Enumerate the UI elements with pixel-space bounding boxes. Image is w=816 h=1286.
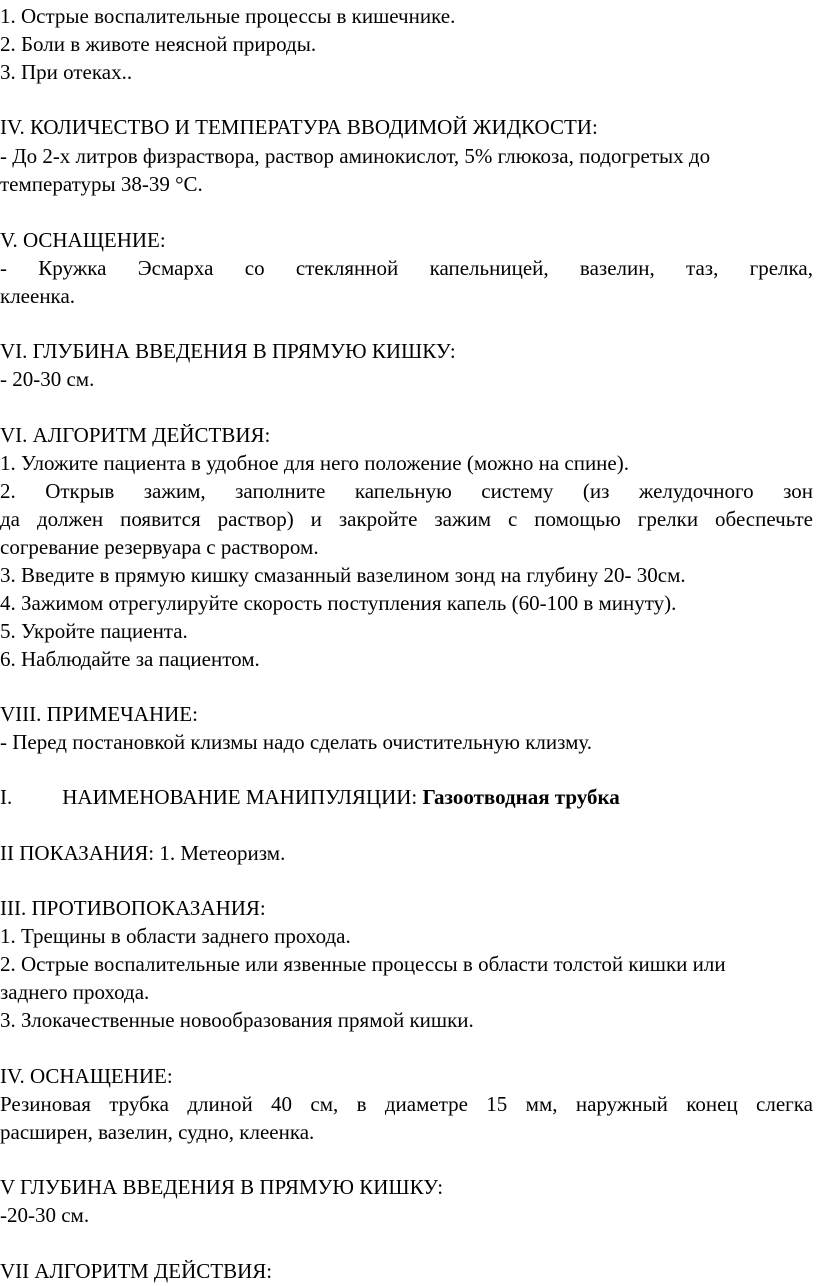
contra-item-1: 1. Трещины в области заднего прохода.	[0, 924, 351, 948]
algorithm-step-2-line-2: да должен появится раствор) и закройте зажим с помощью грелки обеспечьте	[0, 507, 813, 531]
equipment-line-1: - Кружка Эсмарха со стеклянной капельницей, вазелин, таз, грелка,	[0, 256, 813, 280]
note-text: - Перед постановкой клизмы надо сделать очистительную клизму.	[0, 730, 593, 754]
section-heading-algorithm-2: VII АЛГОРИТМ ДЕЙСТВИЯ:	[0, 1259, 273, 1283]
section-heading-equipment: V. ОСНАЩЕНИЕ:	[0, 228, 166, 252]
algorithm-step-6: 6. Наблюдайте за пациентом.	[0, 647, 260, 671]
algorithm-step-2-line-3: согревание резервуара с раствором.	[0, 535, 319, 559]
contra-item-2-line-1: 2. Острые воспалительные или язвенные процессы в области толстой кишки или	[0, 952, 726, 976]
section-heading-algorithm: VI. АЛГОРИТМ ДЕЙСТВИЯ:	[0, 423, 271, 447]
contraindication-1: 1. Острые воспалительные процессы в кишечнике.	[0, 4, 456, 28]
algorithm-step-3: 3. Введите в прямую кишку смазанный вазелином зонд на глубину 20- 30см.	[0, 563, 686, 587]
equipment2-line-2: расширен, вазелин, судно, клеенка.	[0, 1120, 315, 1144]
section-heading-fluid: IV. КОЛИЧЕСТВО И ТЕМПЕРАТУРА ВВОДИМОЙ ЖИДКОСТИ:	[0, 115, 598, 139]
depth2-value: -20-30 см.	[0, 1203, 90, 1227]
section-heading-equipment-2: IV. ОСНАЩЕНИЕ:	[0, 1064, 173, 1088]
section-heading-note: VIII. ПРИМЕЧАНИЕ:	[0, 702, 198, 726]
manipulation-name: Газоотводная трубка	[422, 785, 620, 809]
algorithm-step-4: 4. Зажимом отрегулируйте скорость поступления капель (60-100 в минуту).	[0, 591, 677, 615]
algorithm-step-5: 5. Укройте пациента.	[0, 619, 188, 643]
algorithm-step-2-line-1: 2. Открыв зажим, заполните капельную систему (из желудочного зон	[0, 479, 813, 503]
manipulation-title-line	[0, 787, 620, 808]
equipment-line-2: клеенка.	[0, 284, 76, 308]
section-heading-depth: VI. ГЛУБИНА ВВЕДЕНИЯ В ПРЯМУЮ КИШКУ:	[0, 339, 456, 363]
contra-item-2-line-2: заднего прохода.	[0, 980, 150, 1004]
contra-item-3: 3. Злокачественные новообразования прямой кишки.	[0, 1008, 474, 1032]
section-heading-depth-2: V ГЛУБИНА ВВЕДЕНИЯ В ПРЯМУЮ КИШКУ:	[0, 1175, 444, 1199]
manipulation-label: НАИМЕНОВАНИЕ МАНИПУЛЯЦИИ:	[62, 785, 423, 809]
indications-line: II ПОКАЗАНИЯ: 1. Метеоризм.	[0, 841, 286, 865]
equipment2-line-1: Резиновая трубка длиной 40 см, в диаметре 15 мм, наружный конец слегка	[0, 1092, 813, 1116]
manipulation-number: I.	[0, 785, 13, 809]
contraindication-2: 2. Боли в животе неясной природы.	[0, 32, 317, 56]
depth-value: - 20-30 см.	[0, 367, 95, 391]
algorithm-step-1: 1. Уложите пациента в удобное для него положение (можно на спине).	[0, 451, 629, 475]
fluid-line-1: - До 2-х литров физраствора, раствор аминокислот, 5% глюкоза, подогретых до	[0, 144, 711, 168]
section-heading-contraindications: III. ПРОТИВОПОКАЗАНИЯ:	[0, 896, 266, 920]
fluid-line-2: температуры 38-39 °С.	[0, 172, 203, 196]
contraindication-3: 3. При отеках..	[0, 60, 133, 84]
